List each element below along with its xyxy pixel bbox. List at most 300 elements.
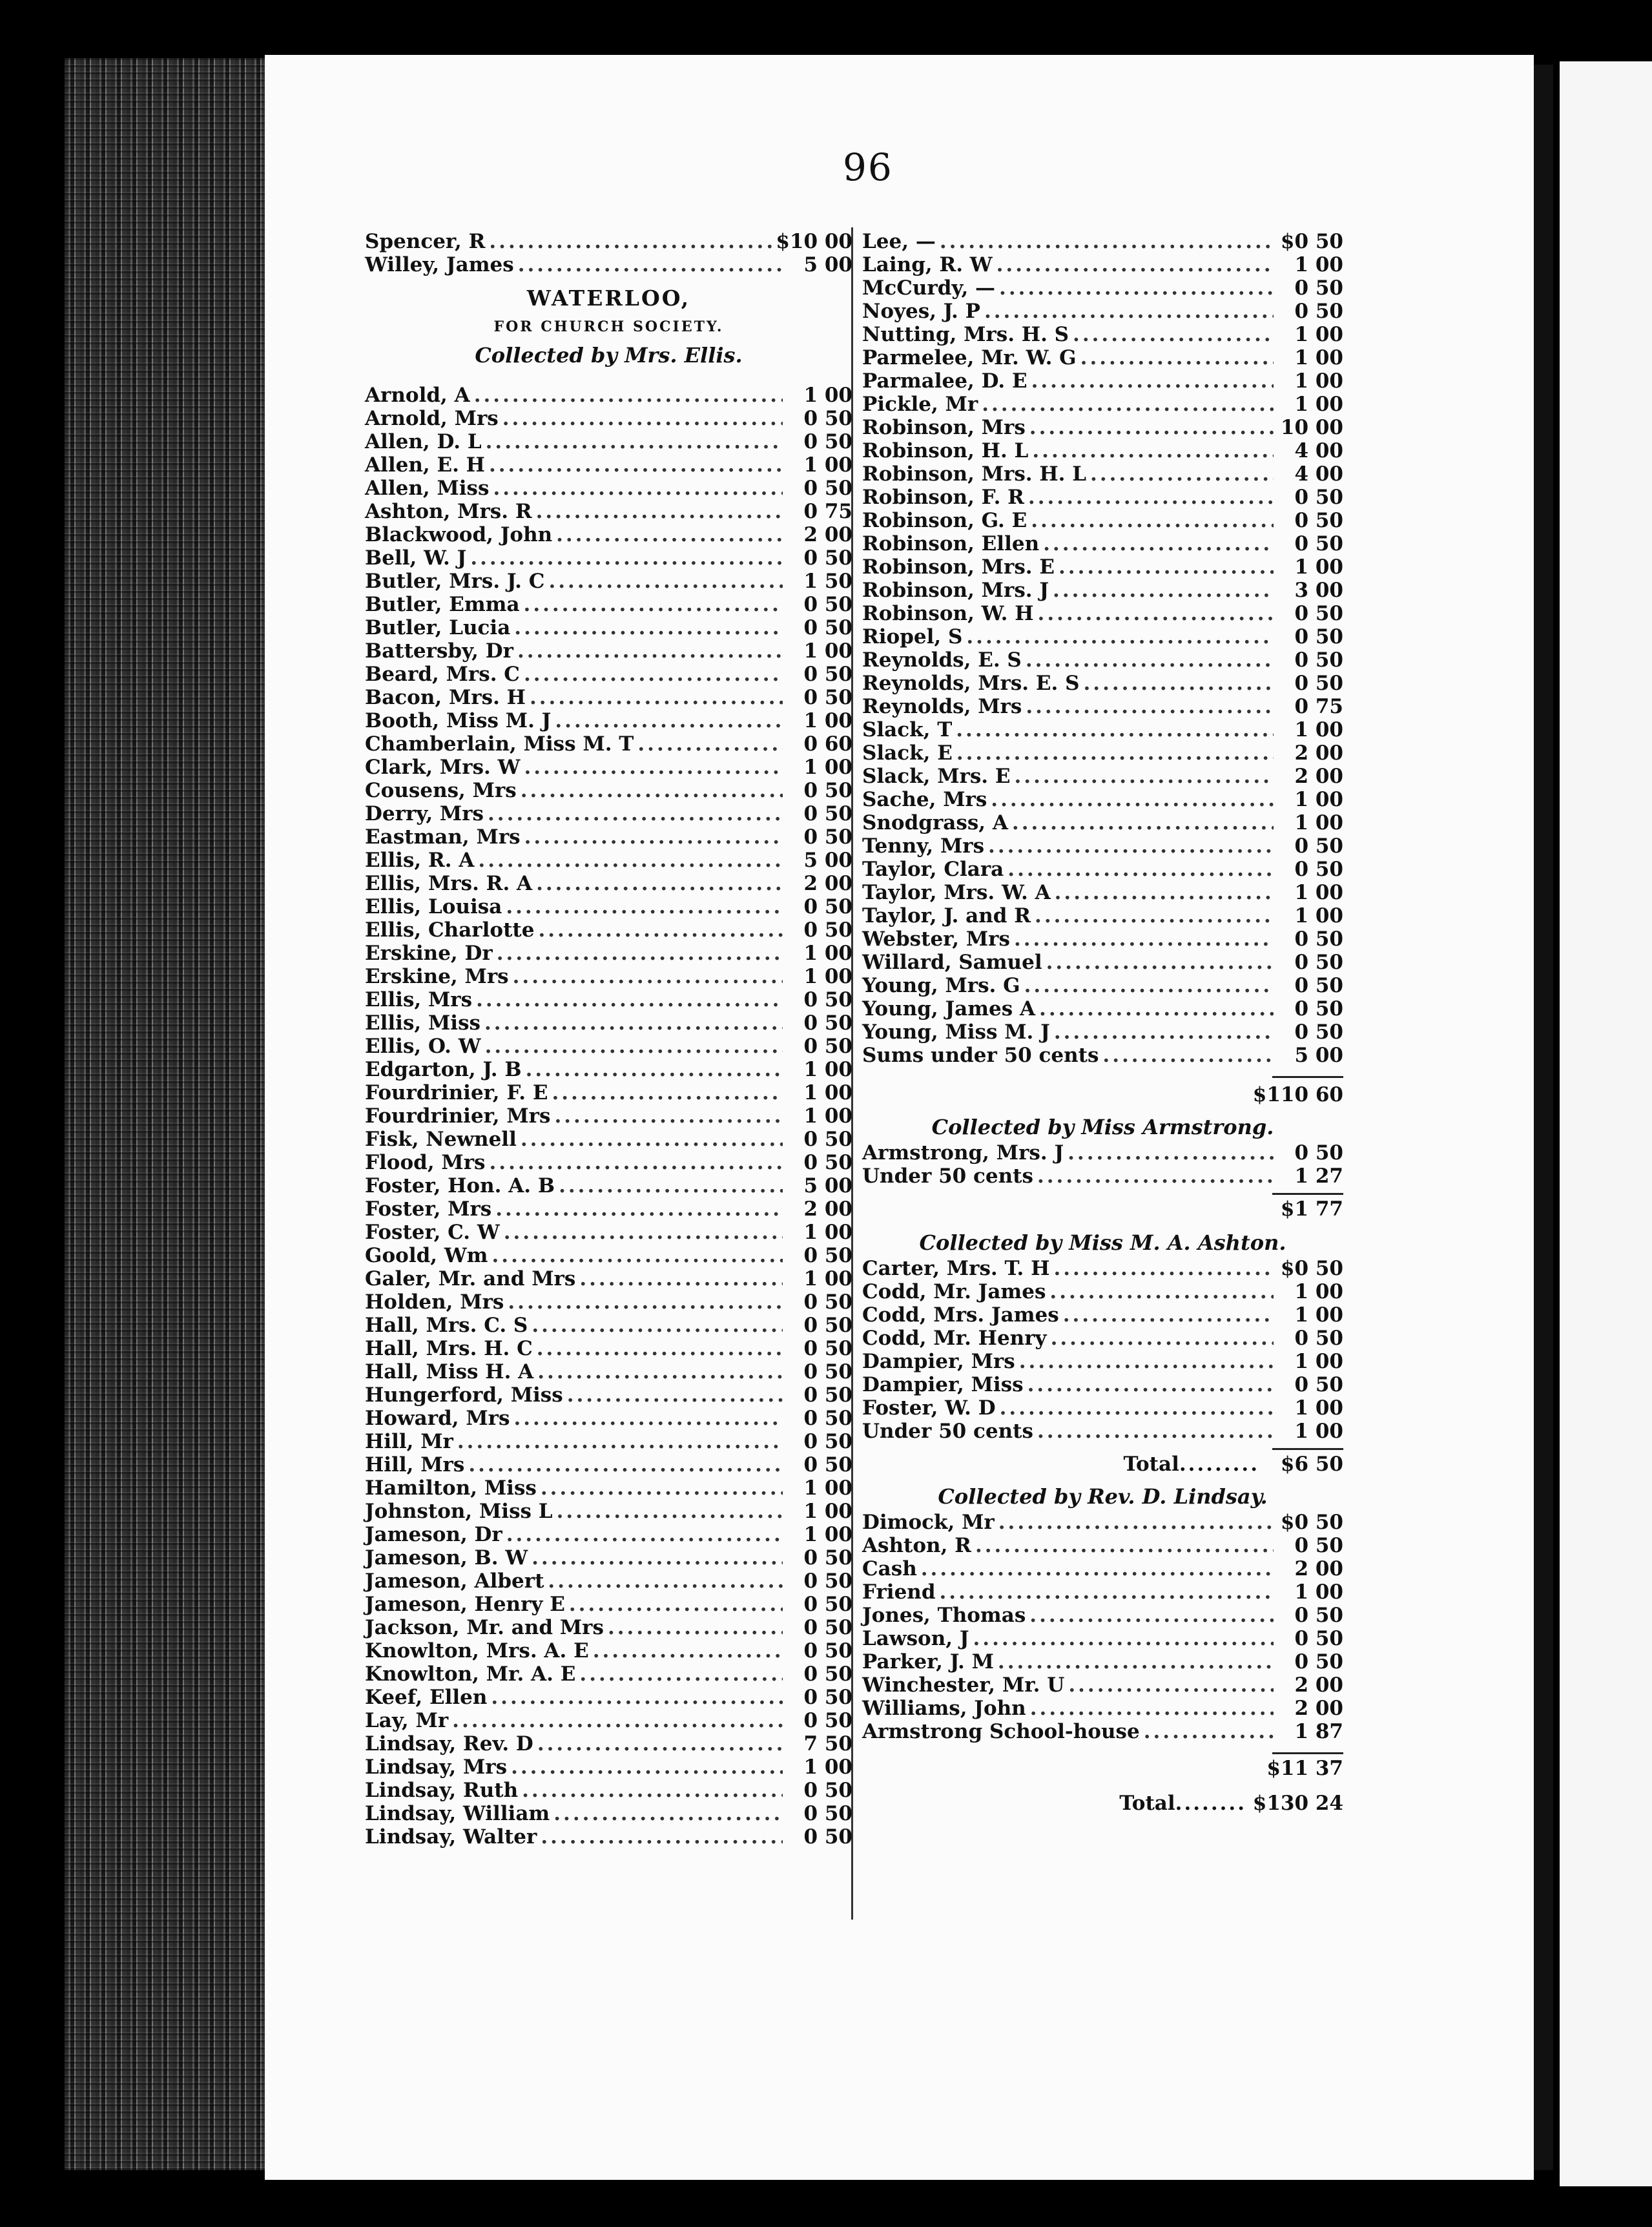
dot-leader — [507, 1756, 783, 1779]
donor-name: Edgarton, J. B — [365, 1058, 522, 1081]
donor-name: Ellis, Mrs — [365, 988, 473, 1011]
list-item — [862, 1396, 1343, 1420]
donation-amount: 1 00 — [803, 1081, 852, 1104]
donor-name: Butler, Mrs. J. C — [365, 570, 545, 593]
dot-leader — [474, 849, 783, 872]
donation-amount: 1 00 — [803, 384, 852, 407]
donor-name: Hall, Miss H. A — [365, 1360, 534, 1383]
book-spine — [65, 58, 270, 2170]
list-item — [862, 951, 1343, 974]
armstrong-list — [862, 1141, 1343, 1188]
list-item — [862, 718, 1343, 741]
donation-amount: 5 00 — [1294, 1044, 1343, 1067]
donor-name: Ellis, O. W — [365, 1035, 481, 1058]
list-item — [365, 1174, 852, 1197]
donor-name: Young, James A — [862, 997, 1036, 1020]
donation-amount: 1 00 — [1294, 1580, 1343, 1604]
donation-amount: 0 75 — [803, 500, 852, 523]
section-title: WATERLOO, — [526, 285, 691, 311]
dot-leader — [485, 453, 783, 477]
donor-name: Arnold, A — [365, 384, 470, 407]
dot-leader — [987, 788, 1274, 811]
donor-name: Lay, Mr — [365, 1709, 449, 1732]
ashton-total-label: Total — [1123, 1453, 1179, 1476]
dot-leader — [1034, 602, 1274, 625]
section-subtitle: FOR CHURCH SOCIETY. — [493, 318, 724, 335]
dot-leader — [502, 895, 783, 918]
list-item — [365, 1686, 852, 1709]
dot-leader — [517, 1128, 783, 1151]
donation-amount: 0 50 — [1294, 602, 1343, 625]
dot-leader — [526, 686, 783, 709]
donor-name: Webster, Mrs — [862, 927, 1010, 951]
left-top-list — [365, 230, 852, 276]
donation-amount: 2 00 — [803, 1197, 852, 1221]
donor-name: Fourdrinier, F. E — [365, 1081, 548, 1104]
dot-leader — [509, 965, 783, 988]
donation-amount: $0 50 — [1280, 1257, 1343, 1280]
donation-amount: 1 00 — [1294, 1396, 1343, 1420]
list-item — [862, 1673, 1343, 1697]
list-item — [862, 904, 1343, 927]
list-item — [862, 276, 1343, 300]
dot-leader — [1049, 1257, 1274, 1280]
dot-leader — [499, 407, 783, 430]
donation-amount: 0 60 — [803, 732, 852, 756]
list-item — [365, 430, 852, 453]
donor-name: Flood, Mrs — [365, 1151, 486, 1174]
donor-name: Goold, Wm — [365, 1244, 488, 1267]
donor-name: Ellis, Miss — [365, 1011, 480, 1035]
donor-name: Foster, C. W — [365, 1221, 500, 1244]
donation-amount: 1 00 — [1294, 253, 1343, 276]
dot-leader — [489, 477, 783, 500]
donor-name: Eastman, Mrs — [365, 825, 521, 849]
donor-name: Knowlton, Mr. A. E — [365, 1662, 576, 1686]
donor-name: Willey, James — [365, 253, 514, 276]
dot-leader — [532, 872, 783, 895]
donation-amount: 0 50 — [803, 1337, 852, 1360]
dot-leader — [544, 570, 783, 593]
dot-leader — [533, 1360, 783, 1383]
donor-name: Slack, T — [862, 718, 953, 741]
donor-name: Lindsay, Walter — [365, 1825, 537, 1849]
donor-name: Robinson, Mrs. J — [862, 579, 1049, 602]
donation-amount: 1 00 — [1294, 718, 1343, 741]
donor-name: Foster, W. D — [862, 1396, 996, 1420]
donation-amount: 5 00 — [803, 253, 852, 276]
armstrong-subtotal-row — [862, 1195, 1343, 1223]
donation-amount: 0 50 — [1294, 1373, 1343, 1396]
dot-leader — [537, 1476, 783, 1500]
donation-amount: 0 50 — [1294, 858, 1343, 881]
donation-amount: 1 00 — [803, 1476, 852, 1500]
donor-name: Chamberlain, Miss M. T — [365, 732, 634, 756]
dot-leader — [504, 1290, 783, 1314]
dot-leader — [485, 230, 776, 253]
dot-leader — [984, 834, 1274, 858]
donation-amount: 1 00 — [1294, 881, 1343, 904]
donor-name: Young, Miss M. J — [862, 1020, 1050, 1044]
donation-amount: 1 00 — [1294, 1420, 1343, 1443]
donation-amount: 2 00 — [803, 523, 852, 546]
donation-amount: 0 50 — [803, 593, 852, 616]
list-item — [365, 1616, 852, 1639]
list-item — [862, 1580, 1343, 1604]
rule — [1272, 1076, 1343, 1078]
donation-amount: 2 00 — [1294, 741, 1343, 765]
donation-amount: 1 00 — [803, 453, 852, 477]
list-item — [365, 709, 852, 732]
donation-amount: 0 50 — [803, 1709, 852, 1732]
donation-amount: 0 50 — [803, 1825, 852, 1849]
armstrong-subtotal: $1 77 — [1280, 1197, 1343, 1221]
dot-leader — [953, 741, 1274, 765]
ellis-continued-list — [862, 230, 1343, 1067]
list-item — [365, 1732, 852, 1756]
list-item — [862, 1373, 1343, 1396]
dot-leader — [563, 1383, 783, 1407]
donation-amount: 0 50 — [1294, 1650, 1343, 1673]
dot-leader — [550, 1104, 783, 1128]
donor-name: Taylor, Mrs. W. A — [862, 881, 1051, 904]
donation-amount: $0 50 — [1280, 1511, 1343, 1534]
dot-leader — [502, 1523, 783, 1546]
donation-amount: 1 00 — [803, 1104, 852, 1128]
dot-leader — [1140, 1720, 1274, 1743]
donation-amount: 1 00 — [803, 639, 852, 663]
list-item — [862, 1697, 1343, 1720]
dot-leader — [453, 1430, 783, 1453]
ellis-subtotal: $110 60 — [1252, 1083, 1343, 1106]
dot-leader — [1064, 1673, 1274, 1697]
list-item — [365, 523, 852, 546]
lindsay-subtotal-row — [862, 1754, 1343, 1783]
donation-amount: 0 50 — [803, 1639, 852, 1662]
dot-leader — [1049, 579, 1274, 602]
list-item — [862, 881, 1343, 904]
list-item — [862, 1303, 1343, 1327]
dot-leader — [520, 756, 783, 779]
lindsay-heading: Collected by Rev. D. Lindsay. — [938, 1484, 1268, 1509]
donor-name: Cousens, Mrs — [365, 779, 517, 802]
donation-amount: 0 50 — [1294, 648, 1343, 672]
donation-amount: 1 00 — [1294, 904, 1343, 927]
donation-amount: 1 00 — [1294, 346, 1343, 369]
dot-leader — [1055, 555, 1274, 579]
donor-name: Reynolds, Mrs — [862, 695, 1022, 718]
list-item — [862, 1350, 1343, 1373]
donor-name: Clark, Mrs. W — [365, 756, 521, 779]
donation-amount: 0 50 — [803, 1686, 852, 1709]
donor-name: Robinson, Mrs. E — [862, 555, 1055, 579]
donor-name: Howard, Mrs — [365, 1407, 510, 1430]
donor-name: Robinson, G. E — [862, 509, 1027, 532]
list-item — [365, 802, 852, 825]
donation-amount: 0 50 — [803, 1290, 852, 1314]
donor-name: Parker, J. M — [862, 1650, 994, 1673]
list-item — [862, 811, 1343, 834]
dot-leader — [980, 300, 1274, 323]
list-item — [365, 1360, 852, 1383]
dot-leader — [513, 639, 783, 663]
donor-name: Taylor, Clara — [862, 858, 1004, 881]
donor-name: Allen, Miss — [365, 477, 490, 500]
donor-name: Ashton, R — [862, 1534, 971, 1557]
next-page-edge — [1560, 61, 1652, 2186]
donor-name: Erskine, Mrs — [365, 965, 509, 988]
donor-name: Jackson, Mr. and Mrs — [365, 1616, 604, 1639]
donation-amount: 10 00 — [1280, 416, 1343, 439]
right-column — [862, 230, 1343, 1818]
donor-name: Willard, Samuel — [862, 951, 1042, 974]
dot-leader — [936, 1580, 1274, 1604]
donor-name: Ellis, Charlotte — [365, 918, 535, 942]
donation-amount: 1 00 — [1294, 369, 1343, 393]
list-item — [365, 1197, 852, 1221]
list-item — [365, 1639, 852, 1662]
donation-amount: 0 50 — [1294, 672, 1343, 695]
lindsay-subtotal: $11 37 — [1266, 1757, 1343, 1780]
donation-amount: 1 50 — [803, 570, 852, 593]
list-item — [862, 1141, 1343, 1165]
list-item — [365, 1035, 852, 1058]
list-item — [365, 1500, 852, 1523]
donation-amount: 0 50 — [803, 1569, 852, 1593]
dot-leader — [486, 1151, 783, 1174]
donation-amount: 0 50 — [1294, 1534, 1343, 1557]
dot-leader — [978, 393, 1274, 416]
dot-leader — [1042, 951, 1274, 974]
dot-leader — [1050, 1020, 1274, 1044]
dot-leader — [589, 1639, 783, 1662]
list-item — [365, 1267, 852, 1290]
dot-leader — [1077, 346, 1274, 369]
list-item — [365, 918, 852, 942]
donation-amount: 0 50 — [1294, 951, 1343, 974]
donation-amount: 0 50 — [803, 988, 852, 1011]
donation-amount: 0 50 — [803, 430, 852, 453]
donation-amount: 0 50 — [803, 895, 852, 918]
donor-name: Robinson, Ellen — [862, 532, 1040, 555]
list-item — [862, 765, 1343, 788]
donor-name: Under 50 cents — [862, 1420, 1033, 1443]
donation-amount: 2 00 — [1294, 765, 1343, 788]
list-item — [365, 1290, 852, 1314]
donor-name: Armstrong, Mrs. J — [862, 1141, 1064, 1165]
donor-name: Dimock, Mr — [862, 1511, 995, 1534]
dot-leader — [971, 1534, 1274, 1557]
list-item — [862, 1720, 1343, 1743]
dot-leader — [1026, 416, 1274, 439]
donor-name: Bacon, Mrs. H — [365, 686, 526, 709]
list-item — [365, 895, 852, 918]
list-item — [862, 486, 1343, 509]
dot-leader — [1010, 927, 1274, 951]
donor-name: Dampier, Miss — [862, 1373, 1024, 1396]
donation-amount: 0 50 — [1294, 532, 1343, 555]
donation-amount: 1 00 — [803, 1523, 852, 1546]
dot-leader — [969, 1627, 1274, 1650]
list-item — [365, 616, 852, 639]
list-item — [862, 974, 1343, 997]
grand-total-row — [862, 1789, 1343, 1818]
dot-leader — [634, 732, 783, 756]
list-item — [365, 1151, 852, 1174]
dot-leader — [993, 253, 1274, 276]
dot-leader — [551, 709, 783, 732]
donation-amount: 0 50 — [803, 1430, 852, 1453]
donor-name: Butler, Lucia — [365, 616, 511, 639]
donor-name: Holden, Mrs — [365, 1290, 504, 1314]
donor-name: Friend — [862, 1580, 936, 1604]
list-item — [862, 695, 1343, 718]
donation-amount: 2 00 — [803, 872, 852, 895]
ashton-total-row — [862, 1450, 1343, 1478]
donation-amount: 1 00 — [1294, 1280, 1343, 1303]
dot-leader — [521, 825, 783, 849]
donation-amount: 0 50 — [1294, 509, 1343, 532]
grand-total-label: Total — [1119, 1792, 1175, 1815]
donor-name: Snodgrass, A — [862, 811, 1008, 834]
list-item — [365, 1756, 852, 1779]
donor-name: Arnold, Mrs — [365, 407, 499, 430]
donation-amount: 0 50 — [1294, 834, 1343, 858]
donor-name: Booth, Miss M. J — [365, 709, 552, 732]
dot-leader — [533, 1732, 783, 1756]
donation-amount: 0 50 — [803, 1383, 852, 1407]
donor-name: Sache, Mrs — [862, 788, 987, 811]
dot-leader — [995, 276, 1274, 300]
dot-leader — [1047, 1327, 1274, 1350]
grand-total: $130 24 — [1252, 1792, 1343, 1815]
donor-name: Sums under 50 cents — [862, 1044, 1099, 1067]
donor-name: Lindsay, Rev. D — [365, 1732, 533, 1756]
list-item — [862, 300, 1343, 323]
donor-name: Hill, Mrs — [365, 1453, 465, 1476]
donation-amount: 1 00 — [1294, 555, 1343, 579]
dot-leader — [555, 1174, 783, 1197]
donor-name: Jameson, B. W — [365, 1546, 528, 1569]
donation-amount: 1 00 — [803, 1221, 852, 1244]
donor-name: Ashton, Mrs. R — [365, 500, 532, 523]
donor-name: Knowlton, Mrs. A. E — [365, 1639, 589, 1662]
donor-name: Robinson, H. L — [862, 439, 1029, 462]
dot-leader — [518, 1779, 783, 1802]
donor-name: Jameson, Henry E — [365, 1593, 565, 1616]
donor-name: Fisk, Newnell — [365, 1128, 517, 1151]
ellis-subtotal-row — [862, 1081, 1343, 1109]
dot-leader — [1028, 439, 1274, 462]
dot-leader — [1059, 1303, 1274, 1327]
ellis-list — [365, 384, 852, 1849]
dot-leader — [481, 1035, 783, 1058]
donor-name: Ellis, Mrs. R. A — [365, 872, 533, 895]
donor-name: Hall, Mrs. C. S — [365, 1314, 528, 1337]
dot-leader — [537, 1825, 783, 1849]
donation-amount: 0 50 — [803, 918, 852, 942]
list-item — [862, 532, 1343, 555]
donation-amount: 1 00 — [1294, 1350, 1343, 1373]
donor-name: Dampier, Mrs — [862, 1350, 1015, 1373]
list-item — [365, 756, 852, 779]
list-item — [862, 462, 1343, 486]
donation-amount: 0 50 — [803, 1360, 852, 1383]
dot-leader — [448, 1709, 783, 1732]
donation-amount: 0 50 — [803, 779, 852, 802]
dot-leader — [528, 1546, 783, 1569]
donor-name: Parmalee, D. E — [862, 369, 1027, 393]
dot-leader — [488, 1244, 783, 1267]
donor-name: Codd, Mrs. James — [862, 1303, 1059, 1327]
donation-amount: 2 00 — [1294, 1557, 1343, 1580]
list-item — [365, 872, 852, 895]
donation-amount: 0 50 — [1294, 1327, 1343, 1350]
list-item — [862, 253, 1343, 276]
list-item — [862, 1257, 1343, 1280]
donation-amount: 1 27 — [1294, 1165, 1343, 1188]
donation-amount: 0 50 — [803, 1011, 852, 1035]
donation-amount: 5 00 — [803, 849, 852, 872]
donation-amount: 2 00 — [1294, 1697, 1343, 1720]
list-item — [365, 230, 852, 253]
dot-leader — [532, 500, 783, 523]
donor-name: Nutting, Mrs. H. S — [862, 323, 1069, 346]
list-item — [365, 570, 852, 593]
list-item — [862, 1327, 1343, 1350]
list-item — [365, 686, 852, 709]
donor-name: Foster, Mrs — [365, 1197, 492, 1221]
dot-leader — [517, 779, 783, 802]
donor-name: Young, Mrs. G — [862, 974, 1020, 997]
list-item — [862, 1534, 1343, 1557]
donation-amount: 0 50 — [803, 1128, 852, 1151]
dot-leader — [962, 625, 1274, 648]
donor-name: Taylor, J. and R — [862, 904, 1031, 927]
donor-name: Parmelee, Mr. W. G — [862, 346, 1077, 369]
ashton-list — [862, 1257, 1343, 1443]
dot-leader — [470, 384, 783, 407]
donation-amount: 0 50 — [1294, 625, 1343, 648]
list-item — [862, 648, 1343, 672]
dot-leader — [510, 1407, 783, 1430]
list-item — [862, 369, 1343, 393]
dot-leader — [1031, 904, 1274, 927]
list-item — [862, 346, 1343, 369]
donation-amount: 1 00 — [803, 942, 852, 965]
list-item — [365, 1709, 852, 1732]
donation-amount: 0 50 — [803, 1407, 852, 1430]
donation-amount: 1 00 — [1294, 1303, 1343, 1327]
donor-name: Robinson, Mrs — [862, 416, 1026, 439]
list-item — [862, 625, 1343, 648]
dot-leader — [500, 1221, 783, 1244]
list-item — [862, 230, 1343, 253]
donation-amount: 0 50 — [803, 1035, 852, 1058]
donation-amount: 0 50 — [1294, 927, 1343, 951]
donor-name: Hill, Mr — [365, 1430, 453, 1453]
list-item — [365, 1058, 852, 1081]
lindsay-list — [862, 1511, 1343, 1743]
list-item — [365, 1128, 852, 1151]
donor-name: Carter, Mrs. T. H — [862, 1257, 1050, 1280]
donor-name: Lawson, J — [862, 1627, 969, 1650]
dot-leader — [1022, 695, 1274, 718]
donation-amount: 0 50 — [803, 407, 852, 430]
list-item — [365, 1825, 852, 1849]
donor-name: Butler, Emma — [365, 593, 520, 616]
dot-leader — [1039, 532, 1274, 555]
